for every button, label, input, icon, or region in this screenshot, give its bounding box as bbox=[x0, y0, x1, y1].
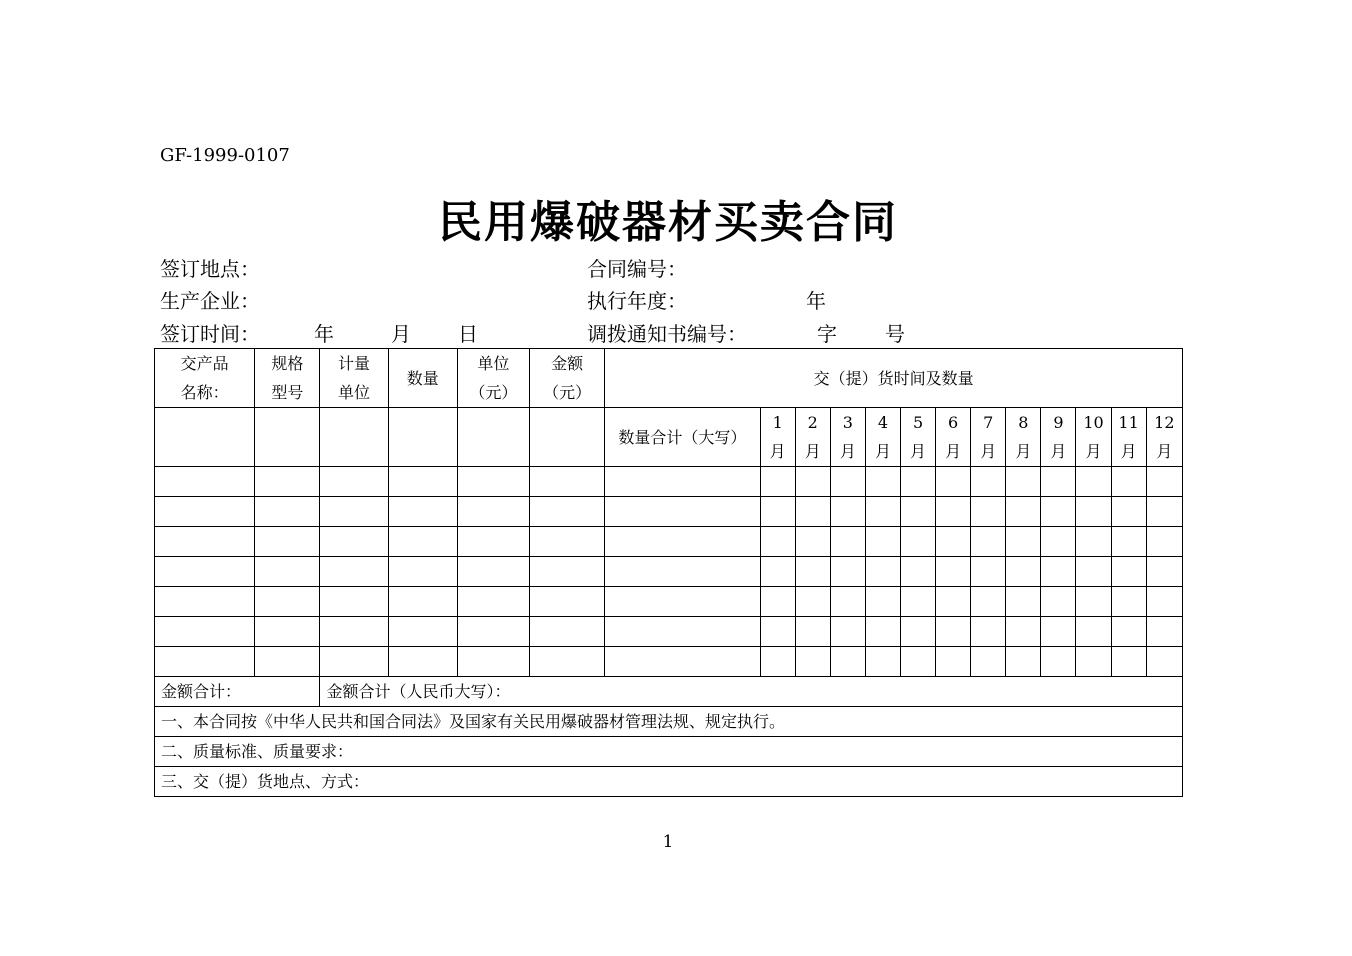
cell[interactable] bbox=[971, 497, 1006, 527]
header-unit: 计量 单位 bbox=[320, 349, 388, 408]
cell[interactable] bbox=[605, 617, 760, 647]
producer-label: 生产企业： bbox=[160, 289, 260, 313]
cell[interactable] bbox=[388, 587, 457, 617]
cell[interactable] bbox=[795, 527, 830, 557]
cell[interactable] bbox=[320, 617, 388, 647]
table-row bbox=[155, 587, 1183, 617]
cell[interactable] bbox=[865, 617, 900, 647]
header-spec: 规格 型号 bbox=[255, 349, 320, 408]
cell[interactable] bbox=[155, 587, 255, 617]
table-row bbox=[155, 527, 1183, 557]
cell[interactable] bbox=[1006, 467, 1041, 497]
cell[interactable] bbox=[1006, 497, 1041, 527]
clause-3[interactable]: 三、交（提）货地点、方式： bbox=[155, 767, 1183, 797]
cell[interactable] bbox=[255, 647, 320, 677]
cell[interactable] bbox=[605, 467, 760, 497]
cell[interactable] bbox=[530, 557, 605, 587]
cell[interactable] bbox=[388, 408, 457, 467]
cell[interactable] bbox=[388, 527, 457, 557]
cell[interactable] bbox=[865, 587, 900, 617]
cell[interactable] bbox=[155, 617, 255, 647]
cell[interactable] bbox=[1076, 647, 1111, 677]
exec-year-label: 执行年度： bbox=[587, 289, 687, 313]
cell[interactable] bbox=[457, 527, 529, 557]
sign-month-mark: 月 bbox=[391, 322, 411, 346]
cell[interactable] bbox=[255, 557, 320, 587]
cell[interactable] bbox=[388, 617, 457, 647]
cell[interactable] bbox=[255, 497, 320, 527]
cell[interactable] bbox=[971, 617, 1006, 647]
cell[interactable] bbox=[795, 467, 830, 497]
cell[interactable] bbox=[457, 497, 529, 527]
cell[interactable] bbox=[901, 587, 936, 617]
cell[interactable] bbox=[795, 497, 830, 527]
header-amount: 金额 （元） bbox=[530, 349, 605, 408]
cell[interactable] bbox=[936, 557, 971, 587]
amount-total-label: 金额合计： bbox=[155, 677, 320, 707]
cell[interactable] bbox=[155, 497, 255, 527]
cell[interactable] bbox=[388, 557, 457, 587]
cell[interactable] bbox=[155, 557, 255, 587]
cell[interactable] bbox=[457, 587, 529, 617]
cell[interactable] bbox=[830, 557, 865, 587]
cell[interactable] bbox=[255, 408, 320, 467]
cell[interactable] bbox=[865, 647, 900, 677]
cell[interactable] bbox=[1041, 467, 1076, 497]
cell[interactable] bbox=[901, 467, 936, 497]
cell[interactable] bbox=[1076, 467, 1111, 497]
clause-2[interactable]: 二、质量标准、质量要求： bbox=[155, 737, 1183, 767]
month-header: 10 月 bbox=[1076, 408, 1111, 467]
cell[interactable] bbox=[865, 557, 900, 587]
cell[interactable] bbox=[830, 587, 865, 617]
cell[interactable] bbox=[1041, 497, 1076, 527]
sign-time-label: 签订时间： bbox=[160, 322, 260, 346]
cell[interactable] bbox=[530, 617, 605, 647]
cell[interactable] bbox=[605, 527, 760, 557]
cell[interactable] bbox=[901, 647, 936, 677]
cell[interactable] bbox=[1146, 497, 1182, 527]
cell[interactable] bbox=[1146, 647, 1182, 677]
cell[interactable] bbox=[901, 497, 936, 527]
month-header: 5 月 bbox=[901, 408, 936, 467]
cell[interactable] bbox=[1111, 497, 1146, 527]
header-delivery: 交（提）货时间及数量 bbox=[605, 349, 1183, 408]
cell[interactable] bbox=[530, 467, 605, 497]
cell[interactable] bbox=[457, 408, 529, 467]
contract-table bbox=[154, 348, 1183, 797]
cell[interactable] bbox=[605, 557, 760, 587]
month-header: 4 月 bbox=[865, 408, 900, 467]
cell[interactable] bbox=[760, 587, 795, 617]
month-header: 6 月 bbox=[936, 408, 971, 467]
month-header: 9 月 bbox=[1041, 408, 1076, 467]
month-header: 3 月 bbox=[830, 408, 865, 467]
cell[interactable] bbox=[1076, 497, 1111, 527]
cell[interactable] bbox=[936, 647, 971, 677]
cell[interactable] bbox=[1076, 557, 1111, 587]
cell[interactable] bbox=[155, 408, 255, 467]
cell[interactable] bbox=[388, 647, 457, 677]
cell[interactable] bbox=[936, 467, 971, 497]
cell[interactable] bbox=[901, 527, 936, 557]
cell[interactable] bbox=[1041, 527, 1076, 557]
cell[interactable] bbox=[255, 587, 320, 617]
cell[interactable] bbox=[255, 617, 320, 647]
cell[interactable] bbox=[1006, 647, 1041, 677]
cell[interactable] bbox=[1006, 527, 1041, 557]
header-price: 单位 （元） bbox=[457, 349, 529, 408]
table-row bbox=[155, 647, 1183, 677]
cell[interactable] bbox=[795, 617, 830, 647]
cell[interactable] bbox=[936, 527, 971, 557]
month-header: 11 月 bbox=[1111, 408, 1146, 467]
alloc-no-label: 调拨通知书编号： bbox=[587, 322, 747, 346]
cell[interactable] bbox=[530, 527, 605, 557]
cell[interactable] bbox=[1041, 557, 1076, 587]
page-number: 1 bbox=[662, 832, 674, 852]
cell[interactable] bbox=[795, 587, 830, 617]
cell[interactable] bbox=[865, 467, 900, 497]
cell[interactable] bbox=[760, 617, 795, 647]
cell[interactable] bbox=[1041, 647, 1076, 677]
cell[interactable] bbox=[1146, 467, 1182, 497]
month-header: 1 月 bbox=[760, 408, 795, 467]
cell[interactable] bbox=[1041, 587, 1076, 617]
cell[interactable] bbox=[865, 527, 900, 557]
cell[interactable] bbox=[457, 647, 529, 677]
cell[interactable] bbox=[936, 497, 971, 527]
month-header: 7 月 bbox=[971, 408, 1006, 467]
cell[interactable] bbox=[388, 497, 457, 527]
cell[interactable] bbox=[320, 557, 388, 587]
document-title: 民用爆破器材买卖合同 bbox=[438, 197, 898, 248]
cell[interactable] bbox=[1006, 587, 1041, 617]
cell[interactable] bbox=[760, 527, 795, 557]
cell[interactable] bbox=[830, 527, 865, 557]
cell[interactable] bbox=[830, 617, 865, 647]
cell[interactable] bbox=[255, 527, 320, 557]
exec-year-mark: 年 bbox=[806, 289, 826, 313]
cell[interactable] bbox=[320, 408, 388, 467]
cell[interactable] bbox=[320, 497, 388, 527]
cell[interactable] bbox=[971, 647, 1006, 677]
month-header: 8 月 bbox=[1006, 408, 1041, 467]
cell[interactable] bbox=[1146, 587, 1182, 617]
header-qty-total: 数量合计（大写） bbox=[605, 408, 760, 467]
cell[interactable] bbox=[605, 587, 760, 617]
cell[interactable] bbox=[530, 587, 605, 617]
cell[interactable] bbox=[971, 527, 1006, 557]
cell[interactable] bbox=[760, 647, 795, 677]
cell[interactable] bbox=[865, 497, 900, 527]
contract-no-label: 合同编号： bbox=[587, 257, 687, 281]
table-row bbox=[155, 617, 1183, 647]
month-header: 12 月 bbox=[1146, 408, 1182, 467]
cell[interactable] bbox=[155, 527, 255, 557]
cell[interactable] bbox=[320, 527, 388, 557]
cell[interactable] bbox=[1111, 617, 1146, 647]
cell[interactable] bbox=[1111, 587, 1146, 617]
cell[interactable] bbox=[1146, 527, 1182, 557]
cell[interactable] bbox=[971, 467, 1006, 497]
cell[interactable] bbox=[971, 557, 1006, 587]
cell[interactable] bbox=[605, 647, 760, 677]
cell[interactable] bbox=[971, 587, 1006, 617]
cell[interactable] bbox=[1111, 527, 1146, 557]
cell[interactable] bbox=[830, 467, 865, 497]
header-product: 交产品 名称： bbox=[155, 349, 255, 408]
cell[interactable] bbox=[760, 467, 795, 497]
cell[interactable] bbox=[457, 467, 529, 497]
cell[interactable] bbox=[320, 467, 388, 497]
cell[interactable] bbox=[320, 647, 388, 677]
form-code: GF-1999-0107 bbox=[160, 145, 290, 166]
cell[interactable] bbox=[1111, 647, 1146, 677]
cell[interactable] bbox=[1146, 617, 1182, 647]
cell[interactable] bbox=[795, 647, 830, 677]
cell[interactable] bbox=[605, 497, 760, 527]
month-header: 2 月 bbox=[795, 408, 830, 467]
cell[interactable] bbox=[155, 647, 255, 677]
amount-total-cn[interactable]: 金额合计（人民币大写）： bbox=[320, 677, 1183, 707]
cell[interactable] bbox=[795, 557, 830, 587]
cell[interactable] bbox=[936, 587, 971, 617]
cell[interactable] bbox=[530, 497, 605, 527]
table-row bbox=[155, 557, 1183, 587]
cell[interactable] bbox=[901, 617, 936, 647]
cell[interactable] bbox=[1006, 557, 1041, 587]
cell[interactable] bbox=[1041, 617, 1076, 647]
cell[interactable] bbox=[1111, 467, 1146, 497]
cell[interactable] bbox=[388, 467, 457, 497]
cell[interactable] bbox=[155, 467, 255, 497]
cell[interactable] bbox=[530, 647, 605, 677]
clause-1: 一、本合同按《中华人民共和国合同法》及国家有关民用爆破器材管理法规、规定执行。 bbox=[155, 707, 1183, 737]
cell[interactable] bbox=[1076, 587, 1111, 617]
cell[interactable] bbox=[830, 647, 865, 677]
cell[interactable] bbox=[320, 587, 388, 617]
cell[interactable] bbox=[1006, 617, 1041, 647]
alloc-zi-mark: 字 bbox=[817, 322, 837, 346]
cell[interactable] bbox=[530, 408, 605, 467]
sign-year-mark: 年 bbox=[314, 322, 334, 346]
table-row bbox=[155, 467, 1183, 497]
cell[interactable] bbox=[1111, 557, 1146, 587]
sign-place-label: 签订地点： bbox=[160, 257, 260, 281]
sign-day-mark: 日 bbox=[458, 322, 478, 346]
cell[interactable] bbox=[760, 497, 795, 527]
cell[interactable] bbox=[1146, 557, 1182, 587]
cell[interactable] bbox=[1076, 617, 1111, 647]
cell[interactable] bbox=[936, 617, 971, 647]
alloc-hao-mark: 号 bbox=[885, 322, 905, 346]
table-row bbox=[155, 497, 1183, 527]
header-qty: 数量 bbox=[388, 349, 457, 408]
cell[interactable] bbox=[901, 557, 936, 587]
cell[interactable] bbox=[760, 557, 795, 587]
cell[interactable] bbox=[457, 617, 529, 647]
cell[interactable] bbox=[255, 467, 320, 497]
cell[interactable] bbox=[457, 557, 529, 587]
cell[interactable] bbox=[1076, 527, 1111, 557]
cell[interactable] bbox=[830, 497, 865, 527]
